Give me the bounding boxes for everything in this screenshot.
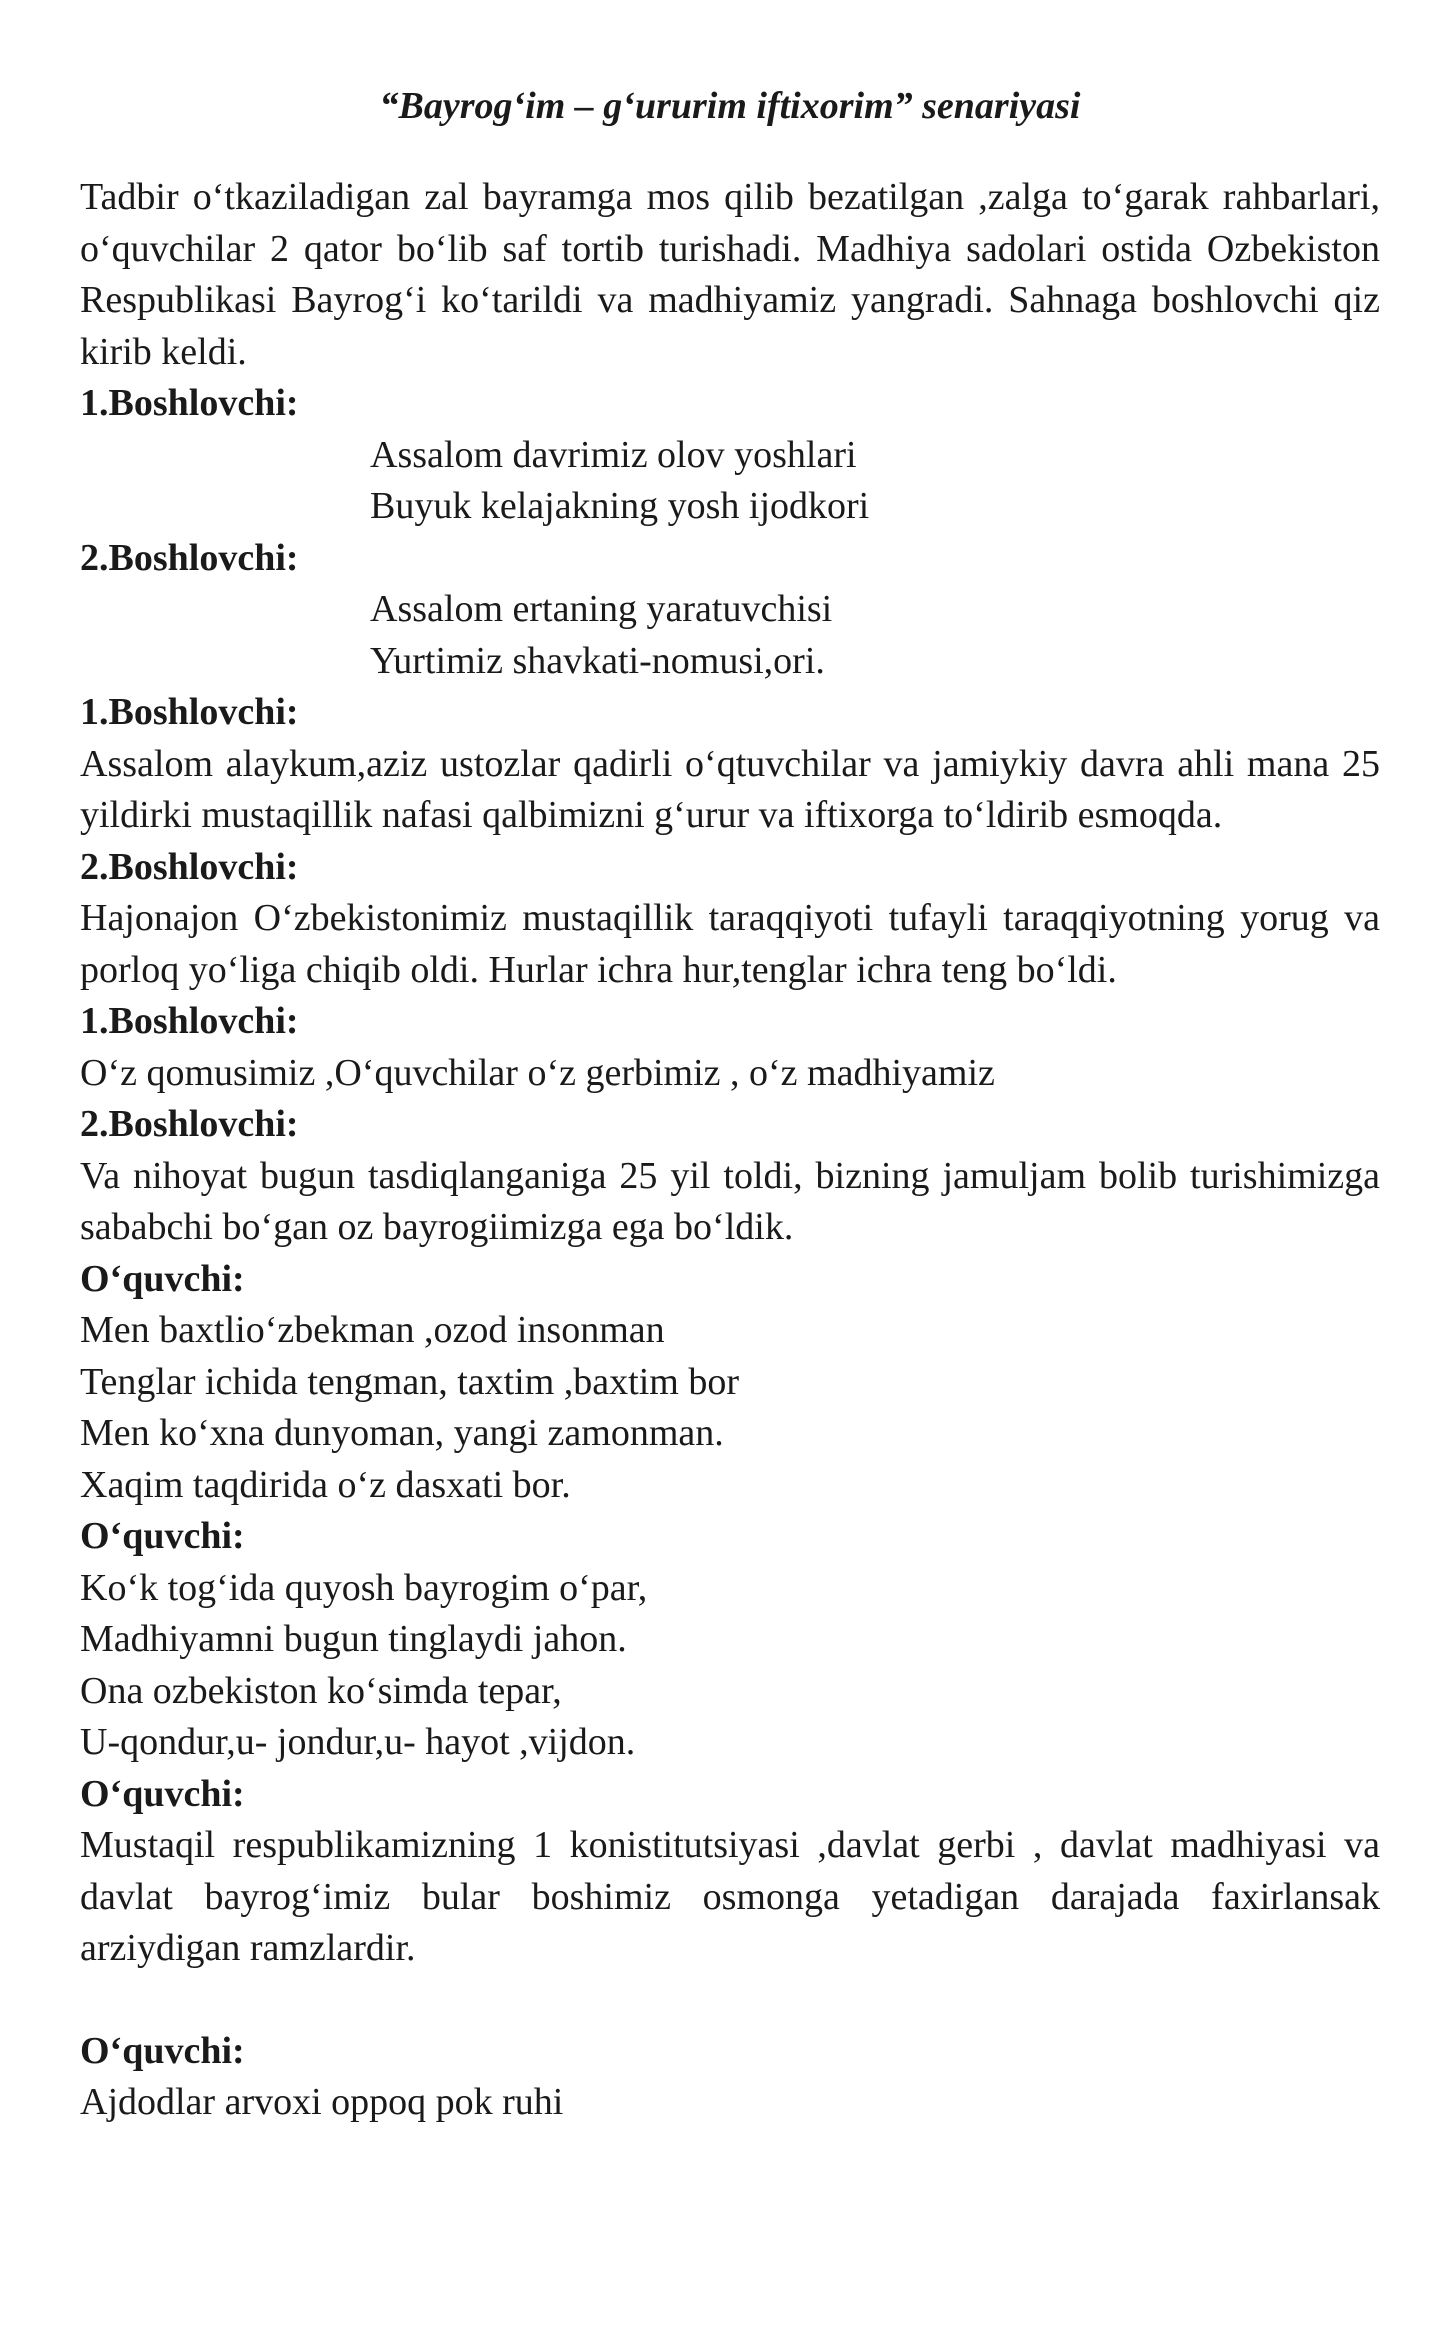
speech-paragraph: Hajonajon O‘zbekistonimiz mustaqillik taraqqiyoti tufayli taraqqiyotning yorug va porloq yo‘liga chiqib oldi. Hurlar ichra hur,tenglar ichra teng bo‘ldi. bbox=[80, 897, 1380, 991]
script-block bbox=[80, 533, 1380, 688]
poem-line: Madhiyamni bugun tinglaydi jahon. bbox=[80, 1618, 627, 1660]
poem-line: Men baxtlio‘zbekman ,ozod insonman bbox=[80, 1309, 665, 1351]
speaker-label: 1.Boshlovchi: bbox=[80, 382, 299, 424]
script-block bbox=[80, 2026, 1380, 2129]
script-block bbox=[80, 1254, 1380, 1512]
speaker-label: 2.Boshlovchi: bbox=[80, 845, 299, 888]
poem-line: Tenglar ichida tengman, taxtim ,baxtim bor bbox=[80, 1360, 739, 1403]
poem-line: Xaqim taqdirida o‘z dasxati bor. bbox=[80, 1463, 571, 1506]
script-block bbox=[80, 842, 1380, 997]
speech-paragraph: Va nihoyat bugun tasdiqlanganiga 25 yil toldi, bizning jamuljam bolib turishimizga sababchi bo‘gan oz bayrogiimizga ega bo‘ldik. bbox=[80, 1154, 1380, 1248]
speaker-label: 1.Boshlovchi: bbox=[80, 1000, 299, 1042]
script-block bbox=[80, 1099, 1380, 1254]
script-block bbox=[80, 378, 1380, 533]
poem-line: Ona ozbekiston ko‘simda tepar, bbox=[80, 1669, 562, 1712]
document-page bbox=[80, 80, 1380, 2129]
poem-line: Men ko‘xna dunyoman, yangi zamonman. bbox=[80, 1412, 724, 1454]
script-block bbox=[80, 1769, 1380, 1975]
script-block bbox=[80, 1511, 1380, 1769]
verse-line: Buyuk kelajakning yosh ijodkori bbox=[370, 485, 870, 527]
speech-paragraph: O‘z qomusimiz ,O‘quvchilar o‘z gerbimiz , o‘z madhiyamiz bbox=[80, 1051, 995, 1094]
script-block bbox=[80, 996, 1380, 1099]
speaker-label: O‘quvchi: bbox=[80, 2029, 245, 2072]
poem-line: Ko‘k tog‘ida quyosh bayrogim o‘par, bbox=[80, 1566, 648, 1609]
poem-line: Ajdodlar arvoxi oppoq pok ruhi bbox=[80, 2081, 564, 2123]
speaker-label: 1.Boshlovchi: bbox=[80, 691, 299, 733]
speech-paragraph: Assalom alaykum,aziz ustozlar qadirli o‘qtuvchilar va jamiykiy davra ahli mana 25 yildirki mustaqillik nafasi qalbimizni g‘urur va iftixorga to‘ldirib esmoqda. bbox=[80, 742, 1380, 836]
speech-paragraph: Mustaqil respublikamizning 1 konistitutsiyasi ,davlat gerbi , davlat madhiyasi va davlat bayrog‘imiz bular boshimiz osmonga yetadigan darajada faxirlansak arziydigan ramzlardir. bbox=[80, 1824, 1380, 1969]
intro-paragraph: Tadbir o‘tkaziladigan zal bayramga mos qilib bezatilgan ,zalga to‘garak rahbarlari, o‘quvchilar 2 qator bo‘lib saf tortib turishadi. Madhiya sadolari ostida Ozbekiston Respublikasi Bayrog‘i ko‘tarildi va madhiyamiz yangradi. Sahnaga boshlovchi qiz kirib keldi. bbox=[80, 176, 1380, 373]
speaker-label: O‘quvchi: bbox=[80, 1257, 245, 1300]
poem-line: U-qondur,u- jondur,u- hayot ,vijdon. bbox=[80, 1721, 636, 1763]
speaker-label: O‘quvchi: bbox=[80, 1772, 245, 1815]
speaker-label: 2.Boshlovchi: bbox=[80, 1103, 299, 1145]
script-block bbox=[80, 687, 1380, 842]
verse-line: Assalom davrimiz olov yoshlari bbox=[370, 433, 857, 476]
blank-line bbox=[80, 1975, 1380, 2026]
speaker-label: O‘quvchi: bbox=[80, 1515, 245, 1557]
speaker-label: 2.Boshlovchi: bbox=[80, 536, 299, 579]
verse-line: Yurtimiz shavkati-nomusi,ori. bbox=[370, 639, 825, 682]
document-title: “Bayrog‘im – g‘ururim iftixorim” senariyasi bbox=[379, 85, 1081, 127]
verse-line: Assalom ertaning yaratuvchisi bbox=[370, 588, 833, 630]
